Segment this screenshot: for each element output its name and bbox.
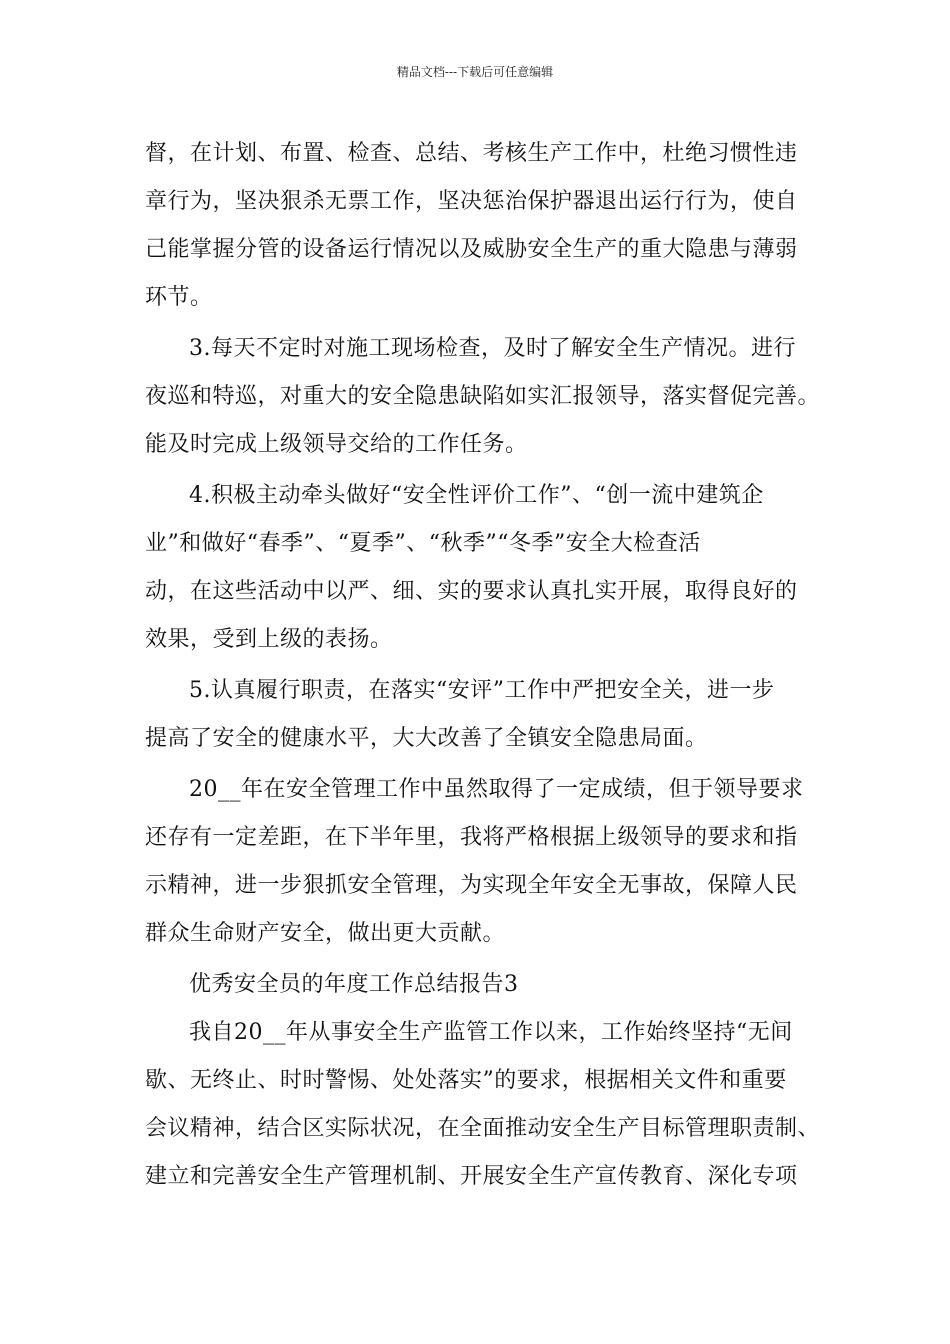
document-body (145, 130, 825, 1201)
text-line: 提高了安全的健康水平，大大改善了全镇安全隐患局面。 (145, 726, 708, 751)
text-line: 效果，受到上级的表扬。 (145, 627, 393, 652)
section-heading (145, 961, 825, 1009)
text-line: 环节。 (145, 285, 213, 310)
text-line: 业”和做好“春季”、“夏季”、“秋季”“冬季”安全大检查活 (145, 531, 701, 556)
section-title: 优秀安全员的年度工作总结报告3 (189, 972, 519, 997)
paragraph-continuation (145, 130, 825, 322)
text-line: 群众生命财产安全，做出更大贡献。 (145, 921, 506, 946)
page-header: 精品文档---下载后可任意编辑 (396, 65, 554, 79)
text-line: 夜巡和特巡，对重大的安全隐患缺陷如实汇报领导，落实督促完善。 (145, 384, 821, 409)
text-line: 示精神，进一步狠抓安全管理，为实现全年安全无事故，保障人民 (145, 873, 798, 898)
text-line: 5.认真履行职责，在落实“安评”工作中严把安全关，进一步 (189, 678, 775, 703)
paragraph-item-3 (145, 325, 825, 469)
text-line: 己能掌握分管的设备运行情况以及威胁安全生产的重大隐患与薄弱 (145, 237, 798, 262)
text-line: 还存有一定差距，在下半年里，我将严格根据上级领导的要求和指 (145, 825, 798, 850)
text-line: 建立和完善安全生产管理机制、开展安全生产宣传教育、深化专项 (145, 1164, 798, 1189)
paragraph-report-3-intro (145, 1009, 825, 1201)
text-line: 3.每天不定时对施工现场检查，及时了解安全生产情况。进行 (189, 336, 796, 361)
paragraph-summary (145, 766, 825, 958)
text-line: 督，在计划、布置、检查、总结、考核生产工作中，杜绝习惯性违 (145, 141, 798, 166)
text-line: 章行为，坚决狠杀无票工作，坚决惩治保护器退出运行行为，使自 (145, 189, 798, 214)
text-line: 会议精神，结合区实际状况，在全面推动安全生产目标管理职责制、 (145, 1116, 821, 1141)
paragraph-item-4 (145, 472, 825, 664)
text-line: 动，在这些活动中以严、细、实的要求认真扎实开展，取得良好的 (145, 579, 798, 604)
text-line: 歇、无终止、时时警惕、处处落实”的要求，根据相关文件和重要 (145, 1068, 787, 1093)
text-line: 能及时完成上级领导交给的工作任务。 (145, 432, 528, 457)
paragraph-item-5 (145, 667, 825, 763)
text-line: 4.积极主动牵头做好“安全性评价工作”、“创一流中建筑企 (189, 483, 764, 508)
text-line: 我自20__年从事安全生产监管工作以来，工作始终坚持“无间 (189, 1020, 793, 1045)
text-line: 20__年在安全管理工作中虽然取得了一定成绩，但于领导要求 (189, 777, 804, 802)
